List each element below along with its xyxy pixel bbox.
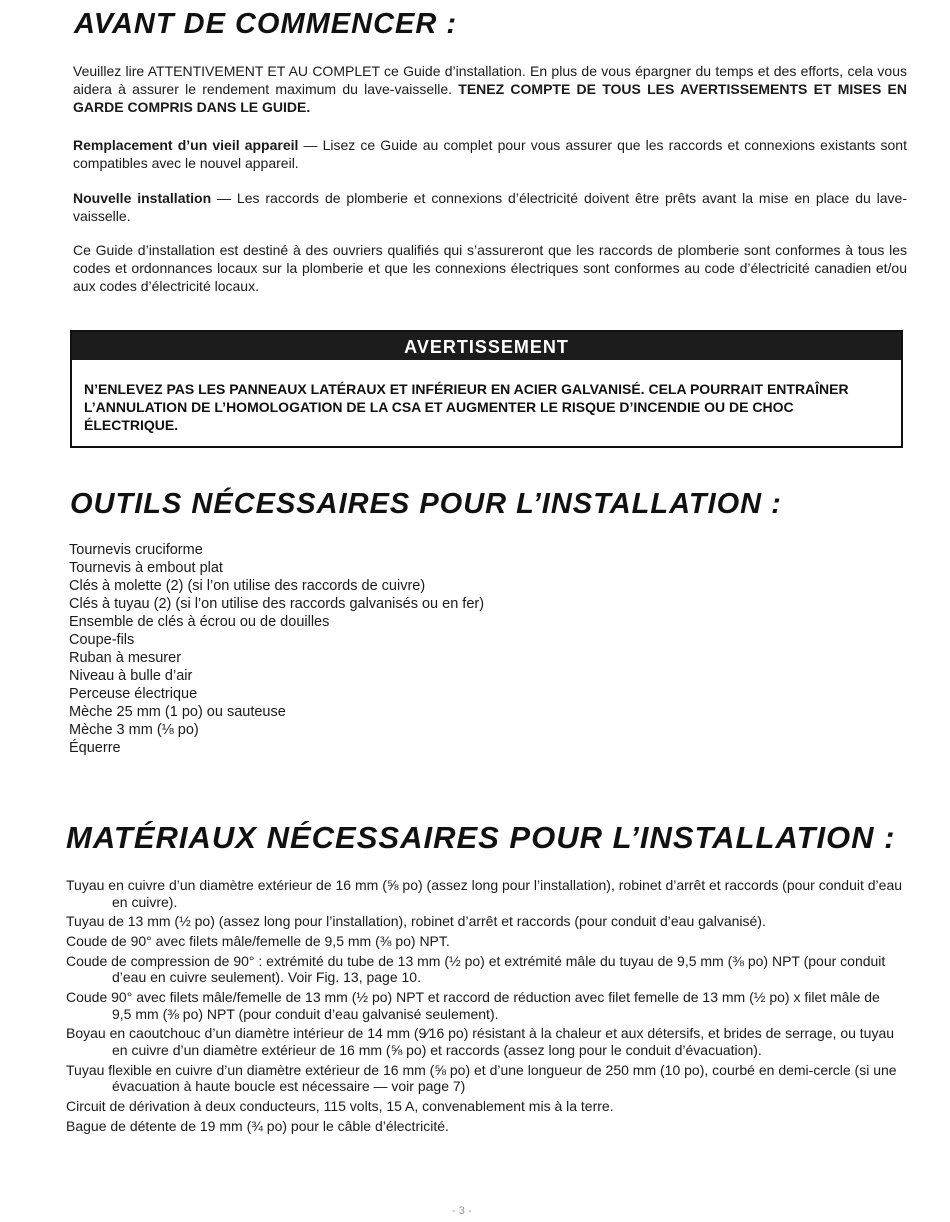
tool-item: Clés à molette (2) (si l’on utilise des raccords de cuivre) xyxy=(69,578,426,594)
new-install-text: — Les raccords de plomberie et connexions d’électricité doivent être prêts avant la mise en place du lave-vaisselle. xyxy=(73,190,907,224)
section-title-tools: OUTILS NÉCESSAIRES POUR L’INSTALLATION : xyxy=(70,488,782,520)
tool-item: Perceuse électrique xyxy=(69,686,198,702)
material-item: Coude de 90° avec filets mâle/femelle de 9,5 mm (⅜ po) NPT. xyxy=(66,933,450,950)
tool-item: Ensemble de clés à écrou ou de douilles xyxy=(69,614,330,630)
replacement-text: — Lisez ce Guide au complet pour vous assurer que les raccords et connexions existants sont compatibles avec le nouvel appareil. xyxy=(73,137,907,171)
warning-text: N’ENLEVEZ PAS LES PANNEAUX LATÉRAUX ET INFÉRIEUR EN ACIER GALVANISÉ. CELA POURRAIT ENTRAÎNER L’ANNULATION DE L’HOMOLOGATION DE LA CSA ET AUGMENTER LE RISQUE D’INCENDIE OU DE CHOC ÉLECTRIQUE. xyxy=(84,381,849,433)
material-item: Bague de détente de 19 mm (¾ po) pour le câble d’électricité. xyxy=(66,1117,449,1134)
page-number: - 3 - xyxy=(452,1205,472,1217)
tools-list xyxy=(69,541,484,757)
replacement-label: Remplacement d’un vieil appareil xyxy=(73,137,299,153)
section-title-avant: AVANT DE COMMENCER : xyxy=(74,8,458,40)
replacement-paragraph xyxy=(73,136,907,172)
guide-paragraph: Ce Guide d’installation est destiné à des ouvriers qualifiés qui s’assureront que les raccords de plomberie sont conformes à tous les codes et ordonnances locaux sur la plomberie et que les connexions électriques sont conformes au code d’électricité canadien et/ou aux codes d’électricité locaux. xyxy=(73,242,907,294)
material-item: Coude 90° avec filets mâle/femelle de 13 mm (½ po) NPT et raccord de réduction avec filet femelle de 13 mm (½ po) x filet mâle de 9,5 mm (⅜ po) NPT (pour conduit d’eau galvanisé seulement). xyxy=(66,989,880,1022)
material-item: Tuyau flexible en cuivre d’un diamètre extérieur de 16 mm (⅝ po) et d’une longueur de 250 mm (10 po), courbé en demi-cercle (si une évacuation à haute boucle est nécessaire — voir page 7) xyxy=(66,1061,897,1095)
intro-emphasis: TENEZ COMPTE DE TOUS LES AVERTISSEMENTS ET MISES EN GARDE COMPRIS DANS LE GUIDE. xyxy=(73,81,907,115)
new-install-paragraph xyxy=(73,189,907,225)
warning-box xyxy=(70,330,903,448)
material-item: Boyau en caoutchouc d’un diamètre intérieur de 14 mm (9⁄16 po) résistant à la chaleur et aux détersifs, et brides de serrage, ou tuyau en cuivre d’un diamètre extérieur de 16 mm (⅝ po) et raccords (assez long pour le conduit d’évacuation). xyxy=(66,1025,895,1058)
tool-item: Tournevis à embout plat xyxy=(69,560,223,576)
material-item: Circuit de dérivation à deux conducteurs, 115 volts, 15 A, convenablement mis à la terre. xyxy=(66,1098,614,1115)
materials-list xyxy=(66,877,902,1138)
material-item: Tuyau de 13 mm (½ po) (assez long pour l’installation), robinet d’arrêt et raccords (pour conduit d’eau galvanisé). xyxy=(66,913,766,930)
tool-item: Équerre xyxy=(69,740,121,756)
warning-title: AVERTISSEMENT xyxy=(72,332,901,360)
tool-item: Tournevis cruciforme xyxy=(69,542,203,558)
new-install-label: Nouvelle installation xyxy=(73,190,212,206)
material-item: Tuyau en cuivre d’un diamètre extérieur de 16 mm (⅝ po) (assez long pour l’installation), robinet d’arrêt et raccords (pour conduit d’eau en cuivre). xyxy=(66,877,903,910)
intro-text: Veuillez lire ATTENTIVEMENT ET AU COMPLET ce Guide d’installation. En plus de vous épargner du temps et des efforts, cela vous aidera à assurer le rendement maximum du lave-vaisselle. xyxy=(73,63,907,97)
tool-item: Mèche 25 mm (1 po) ou sauteuse xyxy=(69,704,286,720)
tool-item: Ruban à mesurer xyxy=(69,650,182,666)
section-title-materials: MATÉRIAUX NÉCESSAIRES POUR L’INSTALLATION : xyxy=(66,820,896,855)
tool-item: Niveau à bulle d’air xyxy=(69,668,193,684)
tool-item: Coupe-fils xyxy=(69,632,135,648)
tool-item: Mèche 3 mm (⅛ po) xyxy=(69,722,199,738)
intro-paragraph xyxy=(73,62,907,116)
material-item: Coude de compression de 90° : extrémité du tube de 13 mm (½ po) et extrémité mâle du tuyau de 9,5 mm (⅜ po) NPT (pour conduit d’eau en cuivre seulement). Voir Fig. 13, page 10. xyxy=(66,952,886,986)
tool-item: Clés à tuyau (2) (si l’on utilise des raccords galvanisés ou en fer) xyxy=(69,596,485,612)
